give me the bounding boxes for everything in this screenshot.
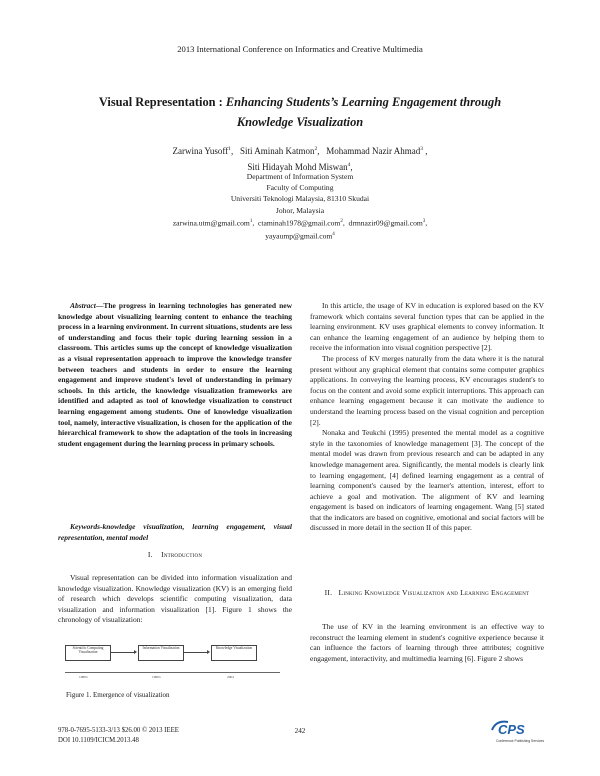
- abstract-label: Abstract: [70, 301, 96, 310]
- fig-box-information: Information Visualization: [138, 645, 184, 661]
- author-2-sup: 2: [314, 146, 318, 152]
- author-2: Siti Aminah Katmon: [240, 146, 315, 156]
- figure-1-caption: Figure 1. Emergence of visualization: [66, 691, 170, 699]
- section-1-paragraph: Visual representation can be divided into information visualization and knowledge visualization. Knowledge visualization (KV) is an emerging field of research which develops scientific computing visualization, data visualization and information visualization [1]. Figure 1 shows the chronology of visualization:: [58, 573, 292, 625]
- section-2-body: [310, 622, 544, 664]
- fig-box-scientific: Scientific Computing Visualization: [65, 645, 111, 661]
- fig-tick-2004: 2004: [227, 675, 234, 679]
- right-column-body: [310, 301, 544, 534]
- title-plain: Visual Representation :: [98, 95, 226, 109]
- section-2-title: Linking Knowledge Visualization and Learning Engagement: [338, 588, 530, 597]
- keywords-text: Keywords-knowledge visualization, learning engagement, visual representation, mental model: [58, 522, 292, 542]
- right-paragraph-3: Nonaka and Teukchi (1995) presented the mental model as a cognitive style in the taxonomies of knowledge management [3]. The concept of the mental model was drawn from previous research and can be adapted in any knowledge management area. Significantly, the mental models is clearly link to learning engagement, [4] defined learning engagement as a central of learning component's caused by the learner's attention, interest, effort to achieve a goal and motivation. The alignment of KV and learning engagement is based on indicators of learning engagement. Wang [5] stated that the indicators are based on cognitive, emotional and social factors will be discussed in more detail in the section II of this paper.: [310, 428, 544, 533]
- author-3: Mohammad Nazir Ahmad: [326, 146, 421, 156]
- author-3-sup: 3: [420, 146, 423, 152]
- page-number: 242: [294, 727, 306, 735]
- author-1: Zarwina Yusoff: [172, 146, 229, 156]
- fig-arrow-1: [110, 652, 134, 653]
- email-3-sup: 3: [422, 218, 426, 224]
- cps-logo-text: CPS: [498, 722, 525, 737]
- email-4: yayaump@gmail.com: [265, 231, 333, 241]
- fig-box-knowledge: Knowledge Visualization: [211, 645, 257, 661]
- affiliation-state: Johor, Malaysia: [275, 205, 325, 215]
- right-paragraph-1: In this article, the usage of KV in education is explored based on the KV framework which contains several function types that can be applied in the learning environment. KV uses graphical elements to convey information. It can enhance the learning engagement of an audience by helping them to receive the information into visual cognition perspective [2].: [310, 301, 544, 353]
- paper-title: [40, 92, 560, 132]
- title-italic-2: Knowledge Visualization: [236, 115, 364, 129]
- affiliation-dept: Department of Information System: [246, 172, 354, 181]
- cps-logo-graphic: [490, 718, 548, 744]
- email-1-sup: 1: [249, 218, 253, 224]
- email-2-sup: 2: [340, 218, 343, 224]
- author-4: Siti Hidayah Mohd Miswan: [247, 162, 348, 172]
- author-4-sup: 4: [347, 162, 351, 168]
- cps-logo: [490, 718, 548, 744]
- title-italic-1: Enhancing Students’s Learning Engagement through: [225, 95, 502, 109]
- section-1-title: Introduction: [161, 550, 203, 559]
- email-3: drmnazir09@gmail.com: [348, 218, 423, 228]
- affiliation-university: Universiti Teknologi Malaysia, 81310 Skudai: [230, 194, 370, 204]
- footer-isbn: 978-0-7695-5133-3/13 $26.00 © 2013 IEEE: [58, 727, 179, 734]
- abstract: [58, 301, 292, 449]
- affiliation-faculty: Faculty of Computing: [266, 183, 334, 193]
- email-1: zarwina.utm@gmail.com: [172, 218, 250, 228]
- section-1-body: [58, 573, 292, 626]
- conference-header: 2013 International Conference on Informatics and Creative Multimedia: [177, 44, 423, 54]
- cps-logo-subtitle: Conference Publishing Services: [496, 739, 545, 743]
- fig-tick-1980s: 1980's: [79, 675, 88, 679]
- affiliation-block: Department of Information System Faculty of Computing Universiti Teknologi Malaysia, 81310 Skudai Johor, Malaysia zarwina.utm@gmail.com$^1$, ctaminah1978@gmail.com$^2$, drmnazir09@gmail.com$^3$, yayaump@gmail.com$^4$: [40, 171, 560, 241]
- section-2-num: II.: [324, 588, 333, 597]
- fig-arrowhead-2: [207, 650, 210, 654]
- footer-doi: DOI 10.1109/ICICM.2013.48: [58, 736, 139, 744]
- keywords: [58, 522, 292, 543]
- figure-1: [65, 645, 280, 683]
- author-1-sup: 1: [228, 146, 231, 152]
- right-paragraph-4: The use of KV in the learning environment is an effective way to reconstruct the learning element in student's cognitive experience because it can influence the factors of learning through three attributes; cognitive engagement, interactivity, and multimedia learning [6]. Figure 2 shows: [310, 622, 544, 663]
- author-list: Zarwina Yusoff$^1$, Siti Aminah Katmon$^2$, Mohammad Nazir Ahmad$^3$ , Siti Hidayah Mohd Miswan$^4$,: [172, 146, 428, 172]
- right-paragraph-2: The process of KV merges naturally from the data where it is the natural present without any graphical element that contains some computer graphics applications. In conveying the learning process, KV encourages student's to focus on the content and avoid some explicit interruptions. This approach can enhance learning engagement because it can motivate the audience to understand the learning process based on the visual cognition and perception [2].: [310, 353, 544, 427]
- email-4-sup: 4: [332, 231, 335, 237]
- section-1-num: I.: [147, 550, 153, 559]
- section-2-heading: [310, 588, 544, 599]
- abstract-text: —The progress in learning technologies has generated new knowledge about visualizing learning content to enhance the teaching process in a learning environment. In current situations, students are less of understanding and focus their topic during learning session in a classroom. This articles sums up the concept of knowledge visualization as a visual representation approach to improve the knowledge transfer between teachers and students in order to ensure the learning engagement and improve student's level of understanding in primary schools. In this article, the knowledge visualization frameworks are identified and adapted as tool of knowledge visualization to construct learning engagement among students. One of knowledge visualization tool, namely, interactive visualization, is chosen for the application of the hierarchical framework to show the adaptation of the tools in increasing student engagement during the learning process in primary schools.: [58, 301, 292, 448]
- email-2: ctaminah1978@gmail.com: [258, 218, 341, 228]
- fig-timeline: [65, 672, 280, 673]
- fig-arrow-2: [183, 652, 207, 653]
- fig-tick-1990s: 1990's: [152, 675, 161, 679]
- fig-arrowhead-1: [134, 650, 137, 654]
- section-1-heading: [58, 550, 292, 559]
